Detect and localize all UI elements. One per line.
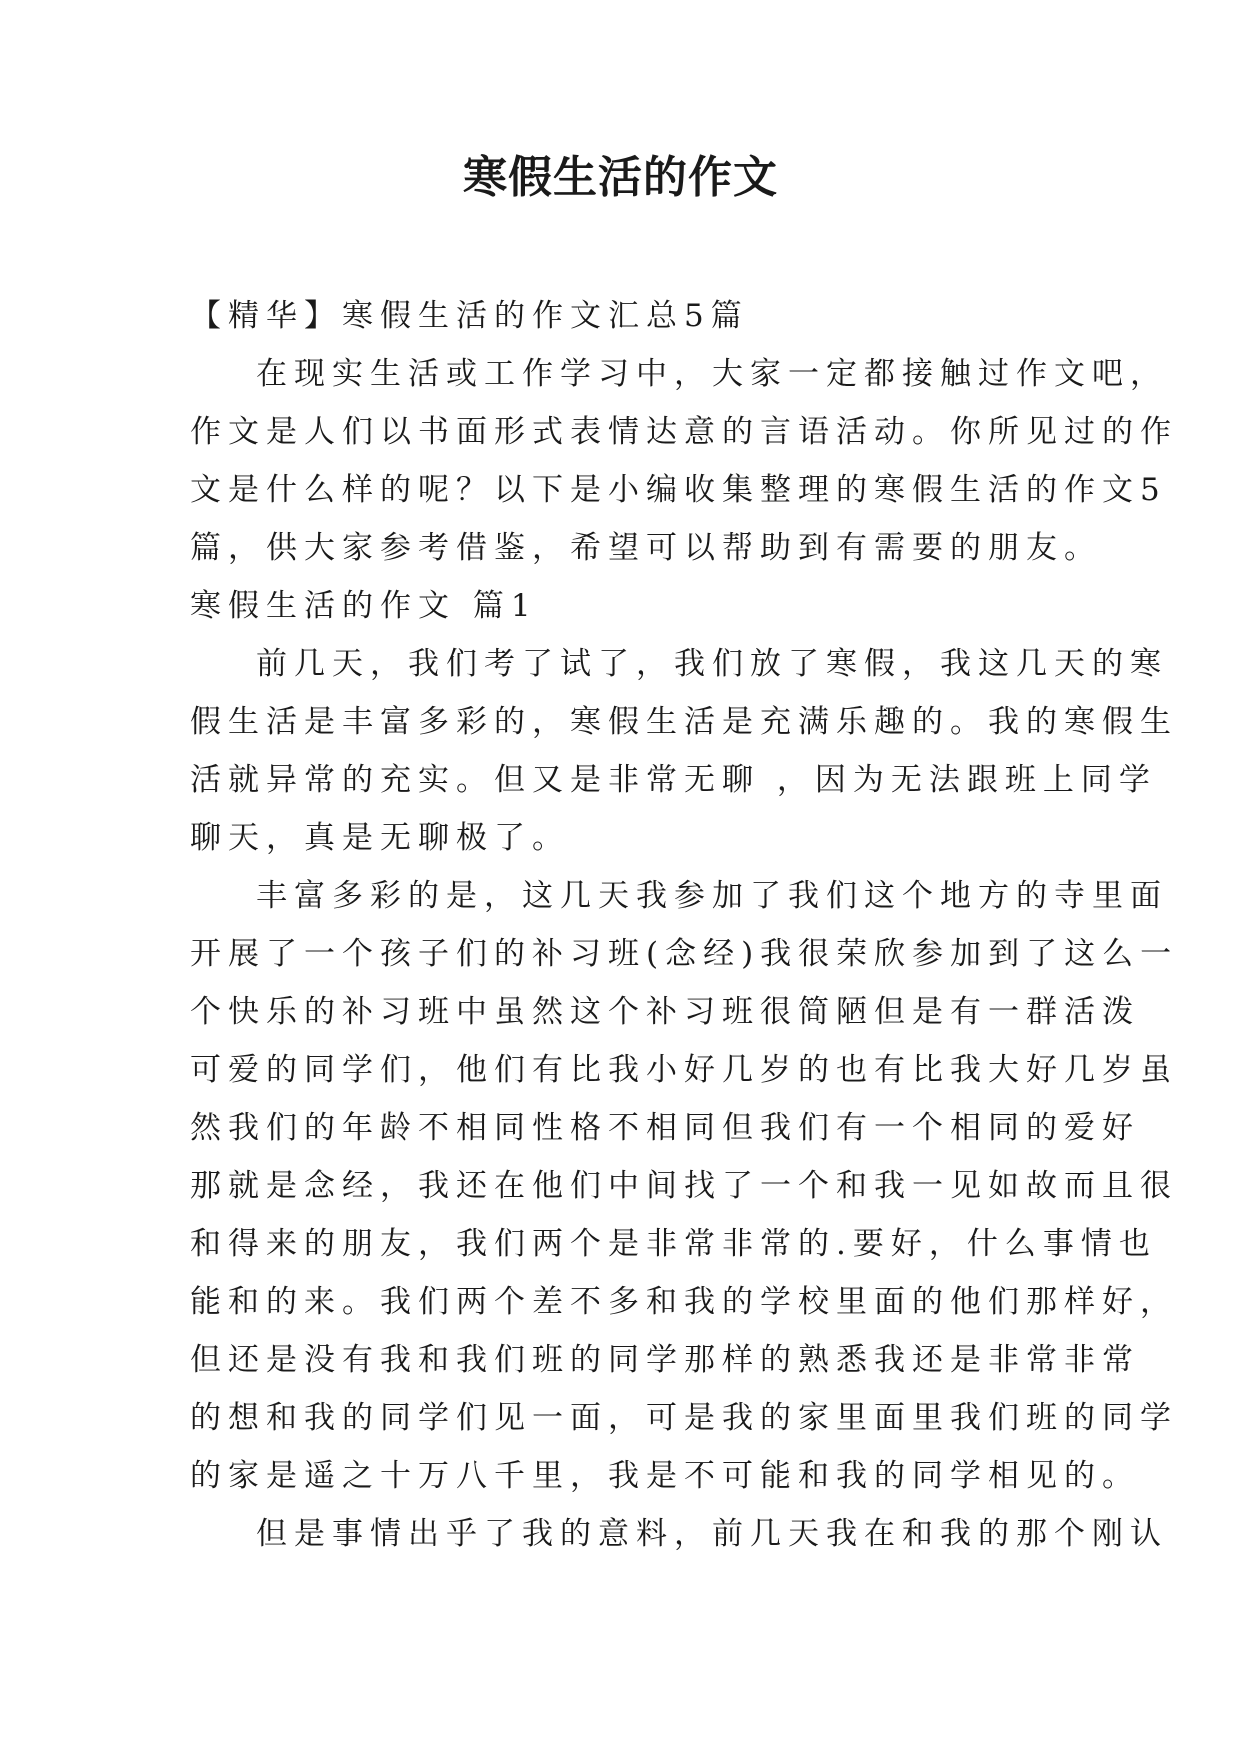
text-line: 那就是念经，我还在他们中间找了一个和我一见如故而且很 xyxy=(190,1168,1178,1204)
text-line: 在现实生活或工作学习中，大家一定都接触过作文吧， xyxy=(256,356,1168,392)
text-line: 和得来的朋友，我们两个是非常非常的.要好，什么事情也 xyxy=(190,1226,1157,1262)
text-line: 前几天，我们考了试了，我们放了寒假，我这几天的寒 xyxy=(256,646,1168,682)
text-line: 作文是人们以书面形式表情达意的言语活动。你所见过的作 xyxy=(190,414,1178,450)
text-line: 丰富多彩的是，这几天我参加了我们这个地方的寺里面 xyxy=(256,878,1168,914)
text-line: 个快乐的补习班中虽然这个补习班很简陋但是有一群活泼 xyxy=(190,994,1140,1030)
text-line: 文是什么样的呢？以下是小编收集整理的寒假生活的作文5 xyxy=(190,472,1167,508)
text-line: 但还是没有我和我们班的同学那样的熟悉我还是非常非常 xyxy=(190,1342,1140,1378)
text-line: 聊天，真是无聊极了。 xyxy=(190,820,570,856)
text-line: 然我们的年龄不相同性格不相同但我们有一个相同的爱好 xyxy=(190,1110,1140,1146)
text-line: 【精华】寒假生活的作文汇总5篇 xyxy=(190,298,749,334)
text-line: 寒假生活的作文 篇1 xyxy=(190,588,538,624)
document-title: 寒假生活的作文 xyxy=(463,152,778,203)
text-line: 的家是遥之十万八千里，我是不可能和我的同学相见的。 xyxy=(190,1458,1140,1494)
text-line: 能和的来。我们两个差不多和我的学校里面的他们那样好， xyxy=(190,1284,1178,1320)
text-line: 篇，供大家参考借鉴，希望可以帮助到有需要的朋友。 xyxy=(190,530,1102,566)
text-line: 假生活是丰富多彩的，寒假生活是充满乐趣的。我的寒假生 xyxy=(190,704,1178,740)
text-line: 但是事情出乎了我的意料，前几天我在和我的那个刚认 xyxy=(256,1516,1168,1552)
document-body xyxy=(190,287,1179,1563)
text-line: 的想和我的同学们见一面，可是我的家里面里我们班的同学 xyxy=(190,1400,1178,1436)
text-line: 开展了一个孩子们的补习班(念经)我很荣欣参加到了这么一 xyxy=(190,936,1179,972)
text-line: 活就异常的充实。但又是非常无聊 ，因为无法跟班上同学 xyxy=(190,762,1157,798)
text-line: 可爱的同学们，他们有比我小好几岁的也有比我大好几岁虽 xyxy=(190,1052,1178,1088)
